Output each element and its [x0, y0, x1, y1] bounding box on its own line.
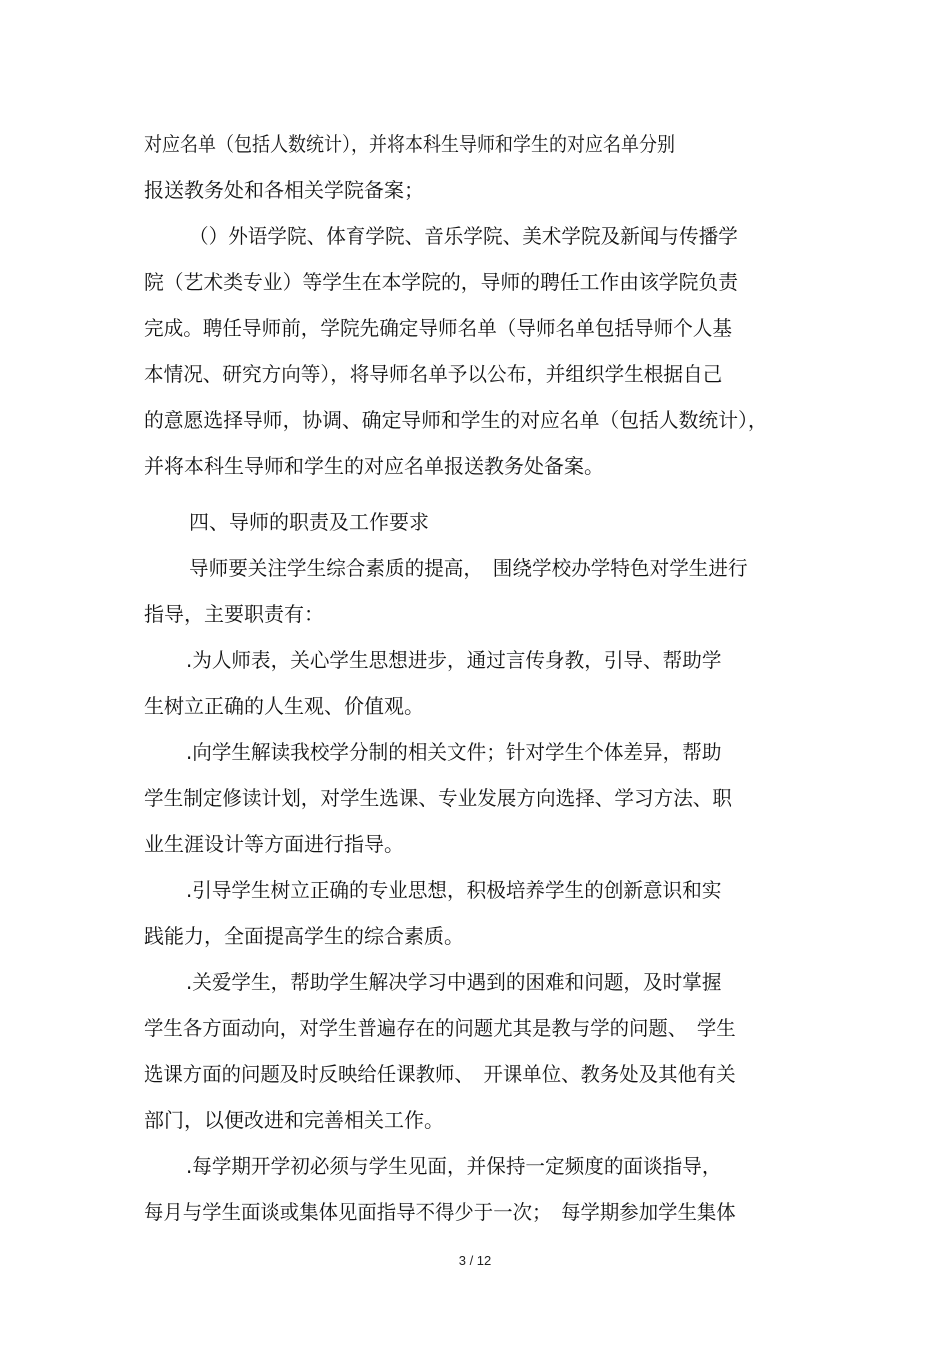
section-heading: 四、导师的职责及工作要求 [189, 510, 429, 534]
text-line: 完成。聘任导师前，学院先确定导师名单（导师名单包括导师个人基 [144, 316, 732, 340]
text-line: 并将本科生导师和学生的对应名单报送教务处备案。 [144, 454, 604, 478]
text-line: 部门，以便改进和完善相关工作。 [144, 1108, 444, 1132]
text-line: （）外语学院、体育学院、音乐学院、美术学院及新闻与传播学 [189, 224, 738, 248]
text-line: 选课方面的问题及时反映给任课教师、 开课单位、教务处及其他有关 [144, 1062, 736, 1086]
text-line: 报送教务处和各相关学院备案； [144, 178, 424, 202]
text-line: 对应名单（包括人数统计），并将本科生导师和学生的对应名单分别 [144, 132, 675, 156]
text-line: 学生各方面动向，对学生普遍存在的问题尤其是教与学的问题、 学生 [144, 1016, 736, 1040]
text-line: 每月与学生面谈或集体见面指导不得少于一次； 每学期参加学生集体 [144, 1200, 736, 1224]
text-line: 生树立正确的人生观、价值观。 [144, 694, 424, 718]
text-line: 的意愿选择导师，协调、确定导师和学生的对应名单（包括人数统计）， [144, 408, 768, 432]
text-line: 导师要关注学生综合素质的提高， 围绕学校办学特色对学生进行 [189, 556, 748, 580]
page-number: 3 / 12 [458, 1253, 492, 1268]
text-line: 践能力，全面提高学生的综合素质。 [144, 924, 464, 948]
text-line: .为人师表，关心学生思想进步，通过言传身教，引导、帮助学 [186, 648, 722, 672]
text-line: 学生制定修读计划，对学生选课、专业发展方向选择、学习方法、职 [144, 786, 732, 810]
text-line: .关爱学生，帮助学生解决学习中遇到的困难和问题，及时掌握 [186, 970, 722, 994]
text-line: 业生涯设计等方面进行指导。 [144, 832, 404, 856]
text-line: 院（艺术类专业）等学生在本学院的，导师的聘任工作由该学院负责 [144, 270, 738, 294]
text-line: .引导学生树立正确的专业思想，积极培养学生的创新意识和实 [186, 878, 722, 902]
text-line: .每学期开学初必须与学生见面，并保持一定频度的面谈指导， [186, 1154, 722, 1178]
text-line: 指导，主要职责有： [144, 602, 324, 626]
text-line: 本情况、研究方向等），将导师名单予以公布，并组织学生根据自己 [144, 362, 723, 386]
text-line: .向学生解读我校学分制的相关文件；针对学生个体差异，帮助 [186, 740, 722, 764]
